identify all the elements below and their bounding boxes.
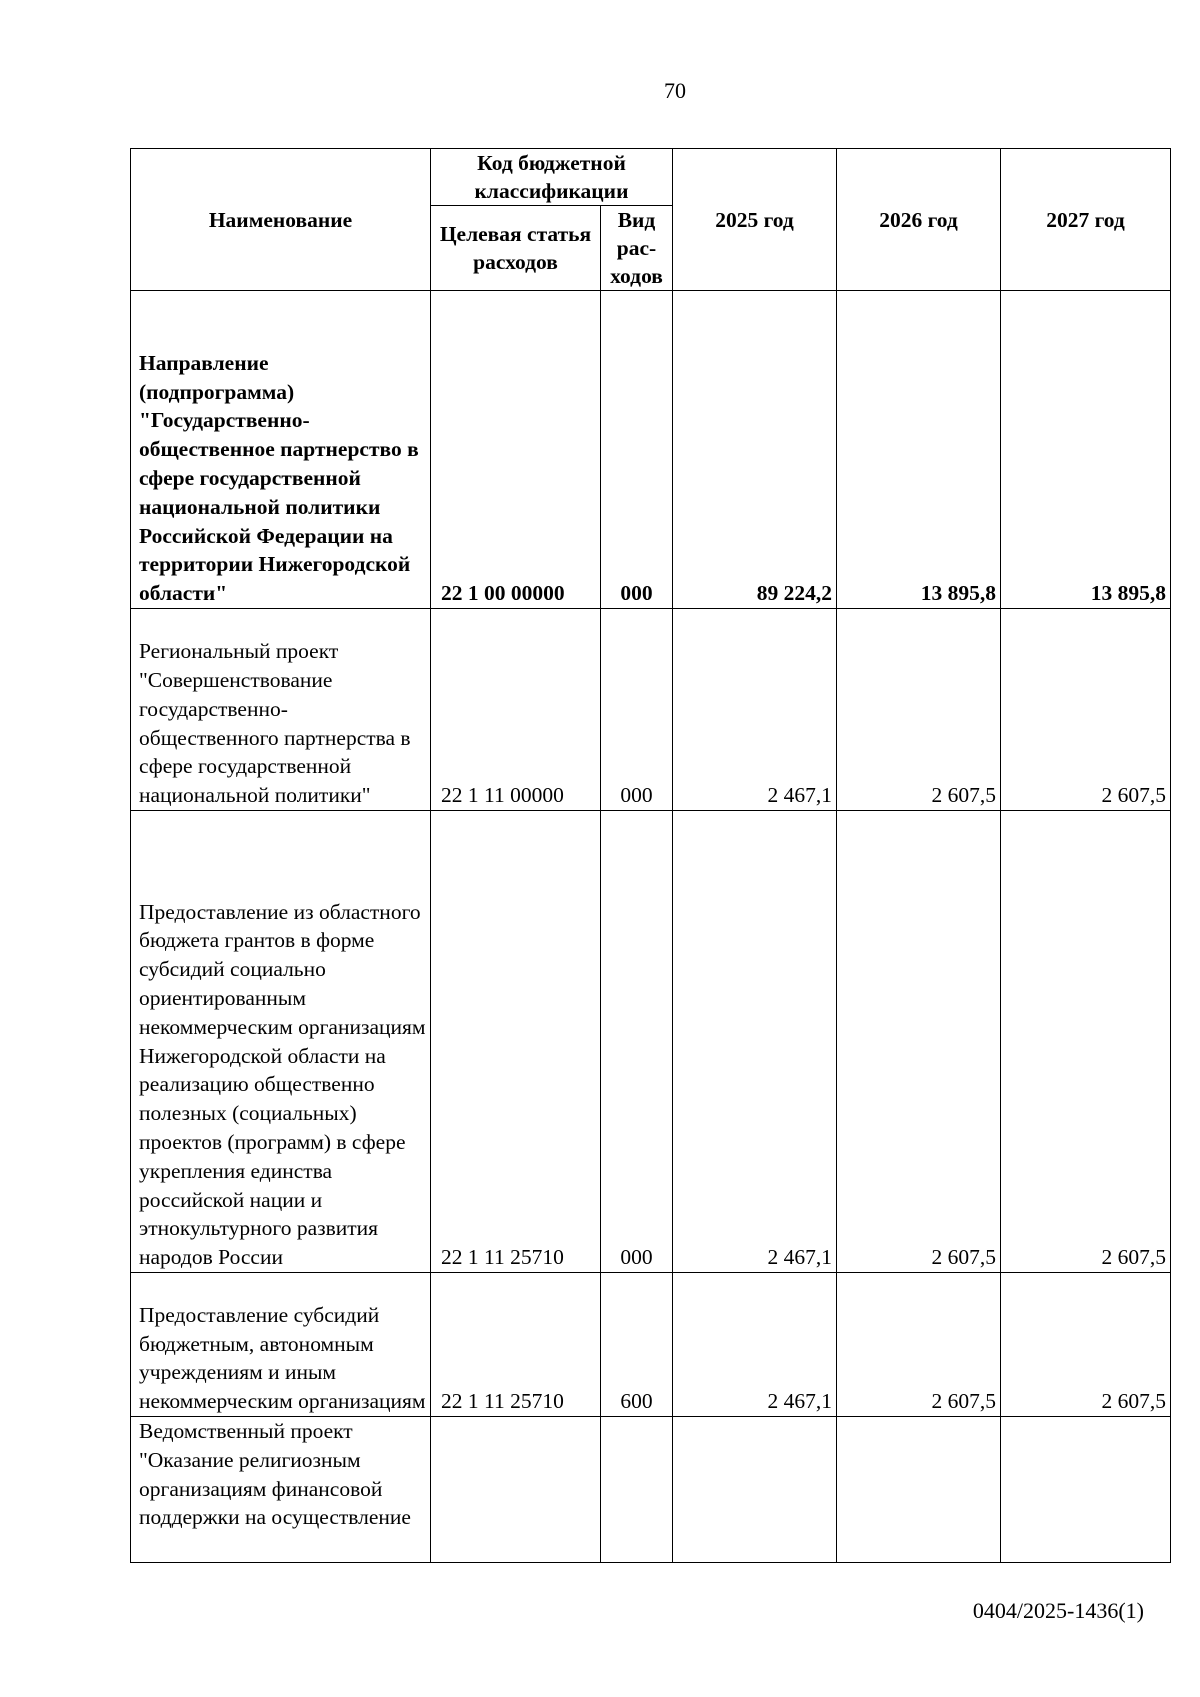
- header-name: Наименование: [131, 149, 431, 291]
- row-target-article: [431, 1417, 601, 1563]
- row-value-2026: 2 607,5: [837, 609, 1001, 811]
- row-value-2026: 2 607,5: [837, 1273, 1001, 1417]
- row-value-2027: [1001, 1417, 1171, 1563]
- budget-table: [130, 148, 1171, 1563]
- row-name: Направление (подпрограмма) "Государственно-общественное партнерство в сфере государственной национальной политики Российской Федерации на территории Нижегородской области": [131, 291, 431, 609]
- header-kind: Вид рас-ходов: [601, 206, 673, 291]
- row-value-2027: 2 607,5: [1001, 811, 1171, 1273]
- document-code: 0404/2025-1436(1): [972, 1598, 1144, 1623]
- table-row: [131, 1273, 1171, 1417]
- row-expense-kind: [601, 1417, 673, 1563]
- row-value-2027: 2 607,5: [1001, 609, 1171, 811]
- page-number: 70: [664, 78, 686, 103]
- row-expense-kind: 600: [601, 1273, 673, 1417]
- row-target-article: 22 1 00 00000: [431, 291, 601, 609]
- row-expense-kind: 000: [601, 811, 673, 1273]
- row-value-2025: 2 467,1: [673, 811, 837, 1273]
- row-value-2025: 2 467,1: [673, 1273, 837, 1417]
- header-2026: 2026 год: [837, 149, 1001, 291]
- row-target-article: 22 1 11 00000: [431, 609, 601, 811]
- header-2027: 2027 год: [1001, 149, 1171, 291]
- row-value-2025: 89 224,2: [673, 291, 837, 609]
- row-name: Ведомственный проект "Оказание религиозным организациям финансовой поддержки на осуществление: [131, 1417, 431, 1563]
- row-value-2026: 13 895,8: [837, 291, 1001, 609]
- row-expense-kind: 000: [601, 291, 673, 609]
- row-value-2025: 2 467,1: [673, 609, 837, 811]
- row-name: Предоставление из областного бюджета грантов в форме субсидий социально ориентированным некоммерческим организациям Нижегородской области на реализацию общественно полезных (социальных) проектов (программ) в сфере укрепления единства российской нации и этнокультурного развития народов России: [131, 811, 431, 1273]
- table-row: [131, 811, 1171, 1273]
- table-row: [131, 1417, 1171, 1563]
- row-name: Предоставление субсидий бюджетным, автономным учреждениям и иным некоммерческим организациям: [131, 1273, 431, 1417]
- row-value-2025: [673, 1417, 837, 1563]
- row-value-2026: [837, 1417, 1001, 1563]
- row-target-article: 22 1 11 25710: [431, 1273, 601, 1417]
- row-value-2026: 2 607,5: [837, 811, 1001, 1273]
- header-row-1: [131, 149, 1171, 206]
- header-2025: 2025 год: [673, 149, 837, 291]
- header-code-group: Код бюджетной классификации: [431, 149, 673, 206]
- header-target: Целевая статья расходов: [431, 206, 601, 291]
- table-row: [131, 609, 1171, 811]
- row-target-article: 22 1 11 25710: [431, 811, 601, 1273]
- table-row: [131, 291, 1171, 609]
- row-value-2027: 13 895,8: [1001, 291, 1171, 609]
- row-expense-kind: 000: [601, 609, 673, 811]
- row-name: Региональный проект "Совершенствование государственно-общественного партнерства в сфере государственной национальной политики": [131, 609, 431, 811]
- row-value-2027: 2 607,5: [1001, 1273, 1171, 1417]
